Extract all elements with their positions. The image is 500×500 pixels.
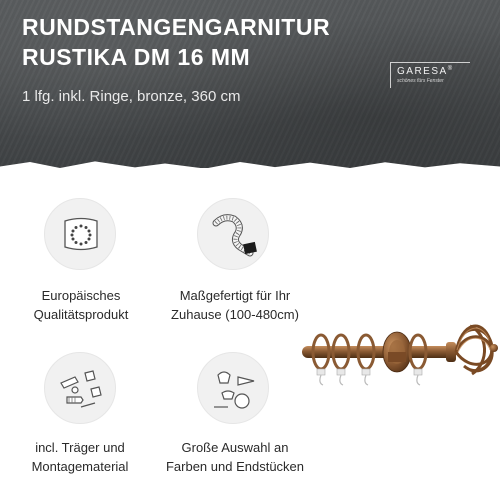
feature-custom-size-line2: Zuhause (100-480cm) [171,307,299,322]
product-title-line2: RUSTIKA DM 16 MM [22,44,251,70]
curtain-ring [358,335,374,385]
registered-mark: ® [447,66,454,72]
curtain-ring [333,335,349,385]
feature-quality-line2: Qualitätsprodukt [33,307,129,322]
feature-variety-line1: Große Auswahl an [181,440,289,455]
feature-custom-size-line1: Maßgefertigt für Ihr [179,288,291,303]
feature-mounting-line1: incl. Träger und [35,440,125,455]
feature-quality-line1: Europäisches [41,288,121,303]
brand-tagline: schönes fürs Fenster [397,78,444,84]
curtain-ring [313,335,329,385]
basket-finial [446,326,498,374]
product-subtitle: 1 lfg. inkl. Ringe, bronze, 360 cm [22,88,241,105]
feature-mounting-line2: Montagematerial [31,459,129,474]
brand-name: GARESA [397,66,448,77]
product-title-line1: RUNDSTANGENGARNITUR [22,14,331,40]
feature-variety-line2: Farben und Endstücken [165,459,305,474]
curtain-ring [410,335,426,385]
curtain-rod [302,346,457,358]
wall-bracket [383,332,411,372]
